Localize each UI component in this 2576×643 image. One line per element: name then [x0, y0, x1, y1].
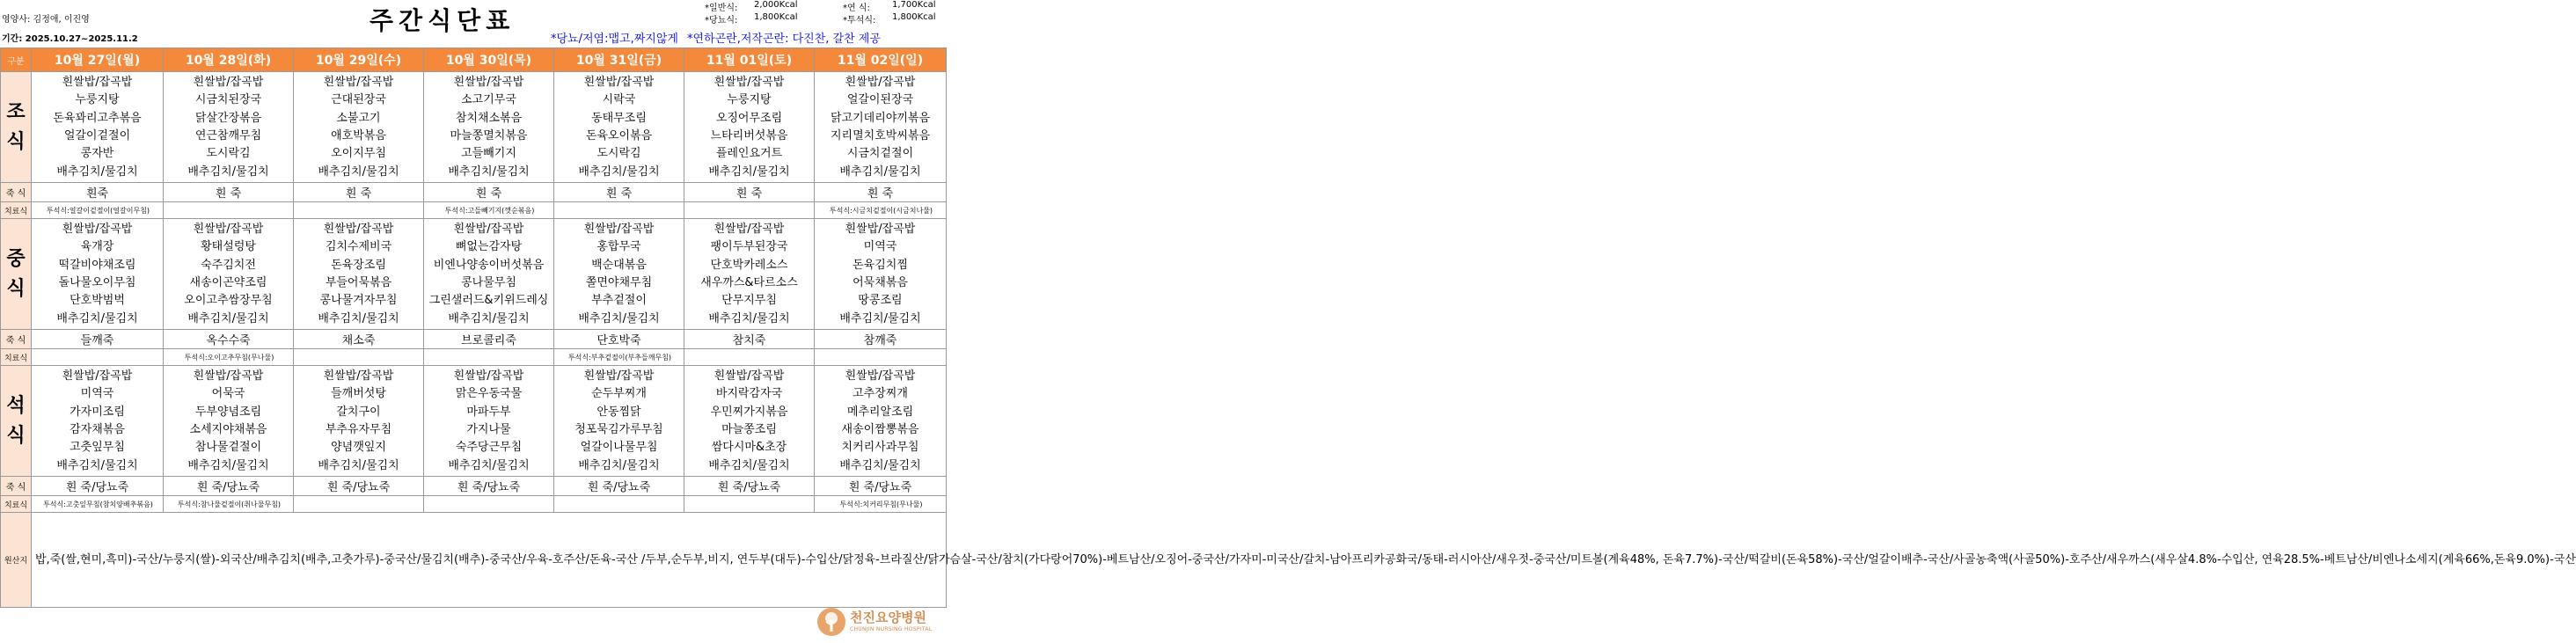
kcal-soft — [843, 0, 936, 13]
page-title: 주간식단표 — [370, 6, 516, 35]
therapeutic-cell — [815, 349, 947, 366]
hospital-logo — [816, 607, 940, 637]
kcal-soft-value: 1,700Kcal — [892, 0, 936, 10]
therapeutic-cell — [554, 202, 684, 219]
menu-cell: 흰쌀밥/잡곡밥 김치수제비국 돈육장조림 부들어묵볶음 콩나물겨자무침 배추김치/물김치 — [294, 219, 424, 330]
hospital-name: 천진요양병원 — [850, 610, 926, 625]
menu-cell: 흰쌀밥/잡곡밥 바지락감자국 우민찌가지볶음 마늘쫑조림 쌈다시마&초장 배추김치/물김치 — [684, 366, 815, 477]
porridge-cell: 흰 죽/당뇨죽 — [164, 477, 294, 496]
menu-body — [1, 72, 2576, 608]
menu-cell: 흰쌀밥/잡곡밥 근대된장국 소불고기 애호박볶음 오이지무침 배추김치/물김치 — [294, 72, 424, 183]
menu-period: 기간: 2025.10.27~2025.11.2 — [2, 34, 138, 44]
therapeutic-cell: 투석식:시금치겉절이(시금치나물) — [815, 202, 947, 219]
porridge-cell: 채소죽 — [294, 330, 424, 349]
porridge-cell: 흰 죽/당뇨죽 — [424, 477, 554, 496]
menu-cell: 흰쌀밥/잡곡밥 맑은우동국물 마파두부 가지나물 숙주당근무침 배추김치/물김치 — [424, 366, 554, 477]
menu-cell: 흰쌀밥/잡곡밥 시락국 동태무조림 돈육오이볶음 도시락김 배추김치/물김치 — [554, 72, 684, 183]
therapeutic-cell — [424, 496, 554, 513]
porridge-cell: 흰 죽/당뇨죽 — [684, 477, 815, 496]
porridge-cell: 흰 죽/당뇨죽 — [294, 477, 424, 496]
therapeutic-cell: 투석식:치커리무침(무나물) — [815, 496, 947, 513]
note-dysphagia: *연하곤란,저작곤란: 다진찬, 갈찬 제공 — [686, 33, 881, 46]
lunch-menu-row — [1, 219, 947, 330]
breakfast-label: 조 식 — [1, 72, 32, 183]
kcal-diabetic-label: *당뇨식: — [705, 16, 738, 26]
tree-logo-icon — [816, 607, 846, 637]
weekly-menu-table — [0, 47, 2576, 608]
day-header: 10월 28일(화) — [164, 48, 294, 72]
gubun-header: 구분 — [1, 48, 32, 72]
therapeutic-cell — [294, 349, 424, 366]
porridge-cell: 흰 죽 — [554, 183, 684, 202]
therapeutic-label: 치료식 — [1, 349, 32, 366]
porridge-cell: 흰 죽/당뇨죽 — [554, 477, 684, 496]
menu-cell: 흰쌀밥/잡곡밥 들깨버섯탕 갈치구이 부추유자무침 양념깻잎지 배추김치/물김치 — [294, 366, 424, 477]
therapeutic-cell: 투석식:참나물겉절이(취나물무침) — [164, 496, 294, 513]
porridge-cell: 흰 죽 — [164, 183, 294, 202]
porridge-label: 죽 식 — [1, 330, 32, 349]
breakfast-menu-row — [1, 72, 947, 183]
dietitian-names: 영양사: 김정애, 이진영 — [2, 15, 90, 25]
porridge-cell: 단호박죽 — [554, 330, 684, 349]
day-header: 11월 01일(토) — [684, 48, 815, 72]
kcal-dialysis — [843, 12, 936, 26]
dinner-therapeutic-row — [1, 496, 947, 513]
menu-cell: 흰쌀밥/잡곡밥 뼈없는감자탕 비엔나양송이버섯볶음 콩나물무침 그린샐러드&키위드레싱 배추김치/물김치 — [424, 219, 554, 330]
menu-cell: 흰쌀밥/잡곡밥 누룽지탕 오징어무조림 느타리버섯볶음 플레인요거트 배추김치/물김치 — [684, 72, 815, 183]
origin-row — [1, 513, 947, 608]
day-header: 10월 30일(목) — [424, 48, 554, 72]
menu-cell: 흰쌀밥/잡곡밥 황태설렁탕 숙주김치전 새송이곤약조림 오이고추쌈장무침 배추김치/물김치 — [164, 219, 294, 330]
lunch-therapeutic-row — [1, 349, 947, 366]
therapeutic-cell — [294, 202, 424, 219]
porridge-label: 죽 식 — [1, 477, 32, 496]
kcal-dialysis-value: 1,800Kcal — [892, 12, 936, 22]
therapeutic-cell — [554, 496, 684, 513]
menu-cell: 흰쌀밥/잡곡밥 육개장 떡갈비야채조림 돌나물오이무침 단호박범벅 배추김치/물김치 — [32, 219, 164, 330]
therapeutic-cell — [424, 349, 554, 366]
therapeutic-cell: 투석식:고춧잎무침(참치양배추볶음) — [32, 496, 164, 513]
menu-cell: 흰쌀밥/잡곡밥 홍합무국 백순대볶음 쫄면야채무침 부추겉절이 배추김치/물김치 — [554, 219, 684, 330]
therapeutic-cell — [684, 349, 815, 366]
porridge-cell: 흰 죽 — [684, 183, 815, 202]
origin-label: 원산지 — [1, 513, 32, 608]
day-header: 10월 29일(수) — [294, 48, 424, 72]
origin-text: 밥,죽(쌀,현미,흑미)-국산/누룽지(쌀)-외국산/배추김치(배추,고춧가루)-중국산/물김치(배추)-중국산/우육-호주산/돈육-국산 /두부,순두부,비지, 연두부(대두)-수입산/닭정육-브라질산/닭가슴살-국산/참치(가다랑어70%)-베트남산/오징어-중국산/가자미-미국산/갈치-남아프리카공화국/동태-러시아산/새우젓-중국산/미트볼(계육48%, 돈육7.7%)-국산/떡갈비(돈육58%)-국산/얼갈이배추-국산/사골농축액(사골50%)-호주산/새우까스(새우살4.8%-수입산, 연육28.5%-베트남산/비엔나소세지(계육66%,돈육9.0%)-국산 — [32, 513, 947, 608]
therapeutic-cell — [164, 202, 294, 219]
therapeutic-label: 치료식 — [1, 496, 32, 513]
day-header: 10월 31일(금) — [554, 48, 684, 72]
lunch-porridge-row — [1, 330, 947, 349]
menu-cell: 흰쌀밥/잡곡밥 미역국 돈육김치찜 어묵채볶음 땅콩조림 배추김치/물김치 — [815, 219, 947, 330]
kcal-general-value: 2,000Kcal — [754, 0, 798, 10]
therapeutic-cell — [684, 496, 815, 513]
porridge-cell: 들깨죽 — [32, 330, 164, 349]
therapeutic-cell — [684, 202, 815, 219]
dinner-porridge-row — [1, 477, 947, 496]
therapeutic-cell: 투석식:오이고추무침(무나물) — [164, 349, 294, 366]
breakfast-porridge-row — [1, 183, 947, 202]
porridge-cell: 참깨죽 — [815, 330, 947, 349]
kcal-dialysis-label: *투석식: — [843, 16, 876, 26]
dinner-menu-row — [1, 366, 947, 477]
lunch-label: 중 식 — [1, 219, 32, 330]
dinner-label: 석 식 — [1, 366, 32, 477]
kcal-soft-label: *연 식: — [843, 4, 870, 13]
menu-cell: 흰쌀밥/잡곡밥 누룽지탕 돈육꽈리고추볶음 얼갈이겉절이 콩자반 배추김치/물김치 — [32, 72, 164, 183]
menu-cell: 흰쌀밥/잡곡밥 미역국 가자미조림 감자채볶음 고춧잎무침 배추김치/물김치 — [32, 366, 164, 477]
porridge-cell: 옥수수죽 — [164, 330, 294, 349]
therapeutic-cell: 투석식:고들빼기지(깻순볶음) — [424, 202, 554, 219]
porridge-cell: 흰 죽 — [424, 183, 554, 202]
diet-notes — [551, 29, 889, 46]
porridge-cell: 참치죽 — [684, 330, 815, 349]
porridge-label: 죽 식 — [1, 183, 32, 202]
breakfast-therapeutic-row — [1, 202, 947, 219]
therapeutic-cell: 투석식:얼갈이겉절이(얼갈이무침) — [32, 202, 164, 219]
kcal-diabetic — [705, 12, 798, 26]
porridge-cell: 흰 죽 — [815, 183, 947, 202]
porridge-cell: 브로콜리죽 — [424, 330, 554, 349]
day-header-row — [1, 48, 947, 72]
porridge-cell: 흰죽 — [32, 183, 164, 202]
porridge-cell: 흰 죽/당뇨죽 — [815, 477, 947, 496]
menu-cell: 흰쌀밥/잡곡밥 얼갈이된장국 닭고기데리야끼볶음 지리멸치호박씨볶음 시금치겉절이 배추김치/물김치 — [815, 72, 947, 183]
kcal-diabetic-value: 1,800Kcal — [754, 12, 798, 22]
therapeutic-cell — [294, 496, 424, 513]
day-header: 11월 02일(일) — [815, 48, 947, 72]
kcal-general-label: *일반식: — [705, 4, 738, 13]
note-diabetic-low-salt: *당뇨/저염:맵고,짜지않게 — [551, 33, 678, 46]
therapeutic-label: 치료식 — [1, 202, 32, 219]
therapeutic-cell: 투석식:부추겉절이(부추들깨무침) — [554, 349, 684, 366]
menu-cell: 흰쌀밥/잡곡밥 고추장찌개 메추리알조림 새송이짬뽕볶음 치커리사과무침 배추김치/물김치 — [815, 366, 947, 477]
page-header — [0, 0, 946, 46]
menu-cell: 흰쌀밥/잡곡밥 시금치된장국 닭살간장볶음 연근참깨무침 도시락김 배추김치/물김치 — [164, 72, 294, 183]
menu-cell: 흰쌀밥/잡곡밥 순두부찌개 안동찜닭 청포묵김가루무침 얼갈이나물무침 배추김치/물김치 — [554, 366, 684, 477]
menu-cell: 흰쌀밥/잡곡밥 어묵국 두부양념조림 소세지야채볶음 참나물겉절이 배추김치/물김치 — [164, 366, 294, 477]
hospital-name-en: CHUNJIN NURSING HOSPITAL — [850, 626, 933, 632]
porridge-cell: 흰 죽/당뇨죽 — [32, 477, 164, 496]
menu-cell: 흰쌀밥/잡곡밥 소고기무국 참치채소볶음 마늘쫑멸치볶음 고들빼기지 배추김치/물김치 — [424, 72, 554, 183]
day-header: 10월 27일(월) — [32, 48, 164, 72]
therapeutic-cell — [32, 349, 164, 366]
porridge-cell: 흰 죽 — [294, 183, 424, 202]
menu-cell: 흰쌀밥/잡곡밥 팽이두부된장국 단호박카레소스 새우까스&타르소스 단무지무침 배추김치/물김치 — [684, 219, 815, 330]
kcal-general — [705, 0, 798, 13]
